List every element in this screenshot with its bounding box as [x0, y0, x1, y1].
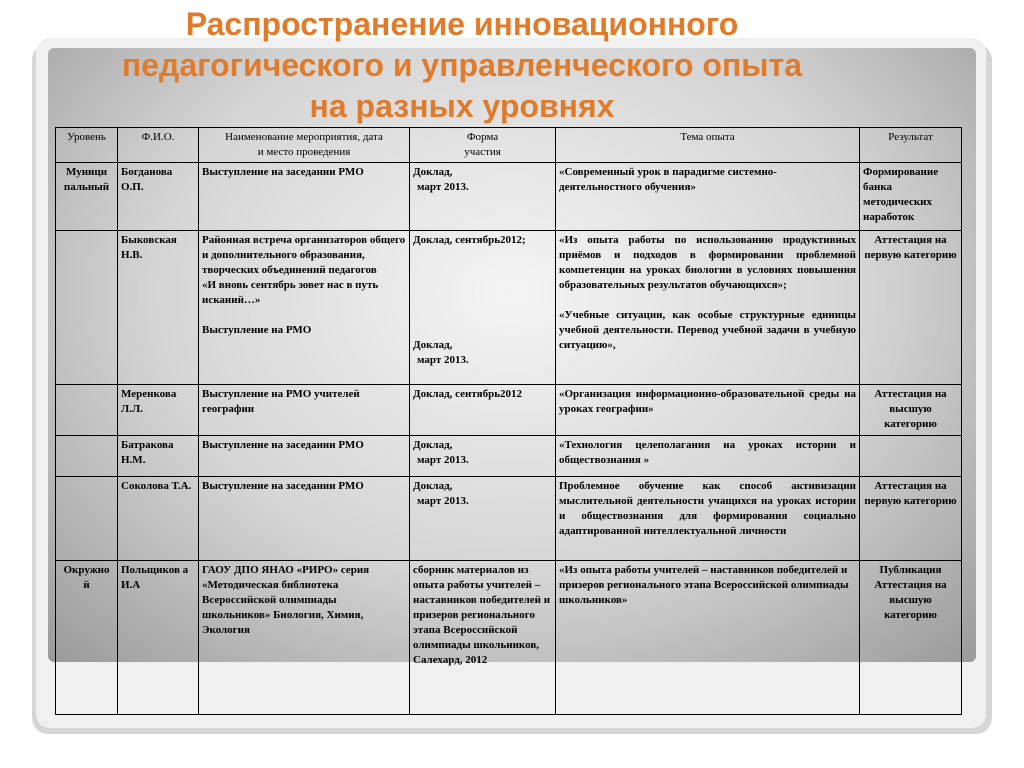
event-line-2: творческих объединений педагогов	[202, 264, 377, 276]
header-form-line-1: Форма	[466, 131, 499, 143]
table-header-row	[56, 128, 962, 163]
header-topic: Тема опыта	[556, 128, 860, 163]
form-line-2: март 2013.	[417, 454, 469, 466]
cell-topic: «Организация информационно-образовательной среды на уроках географии»	[556, 385, 860, 436]
cell-form	[410, 231, 556, 385]
slide-title	[0, 4, 924, 127]
cell-result: Формирование банка методических наработок	[860, 163, 962, 231]
cell-result: Аттестация на первую категорию	[860, 231, 962, 385]
event-line-4: Выступление на РМО	[202, 324, 312, 336]
header-level: Уровень	[56, 128, 118, 163]
form-line-2: март 2013.	[417, 495, 469, 507]
cell-fio: Польщиков а И.А	[118, 561, 199, 715]
result-line-2: Аттестация на высшую категорию	[874, 579, 947, 621]
title-line-3: на разных уровнях	[309, 88, 615, 124]
cell-form: сборник материалов из опыта работы учителей – наставников победителей и призеров регионального этапа Всероссийской олимпиады школьников, Салехард, 2012	[410, 561, 556, 715]
result-line-1: Публикация	[879, 564, 942, 576]
table-row	[56, 385, 962, 436]
cell-form	[410, 477, 556, 561]
cell-topic: «Современный урок в парадигме системно-деятельностного обучения»	[556, 163, 860, 231]
event-line-1: Районная встреча организаторов общего и дополнительного образования,	[202, 234, 406, 261]
cell-level	[56, 231, 118, 385]
cell-event	[199, 231, 410, 385]
header-fio: Ф.И.О.	[118, 128, 199, 163]
cell-result	[860, 436, 962, 477]
cell-event: ГАОУ ДПО ЯНАО «РИРО» серия «Методическая библиотека Всероссийской олимпиады школьников» Биология, Химия, Экология	[199, 561, 410, 715]
cell-fio: Быковская Н.В.	[118, 231, 199, 385]
form-line-2: Доклад,	[413, 339, 453, 351]
cell-form: Доклад, сентябрь2012	[410, 385, 556, 436]
form-line-2: март 2013.	[417, 181, 469, 193]
table-row	[56, 436, 962, 477]
cell-topic	[556, 231, 860, 385]
form-line-1: Доклад,	[413, 480, 453, 492]
cell-level	[56, 436, 118, 477]
event-line-3: «И вновь сентябрь зовет нас в путь исканий…»	[202, 279, 379, 306]
cell-topic: «Технология целеполагания на уроках истории и обществознания »	[556, 436, 860, 477]
cell-result: Аттестация на первую категорию	[860, 477, 962, 561]
cell-level: Окружно й	[56, 561, 118, 715]
cell-result: Аттестация на высшую категорию	[860, 385, 962, 436]
title-line-2: педагогического и управленческого опыта	[121, 47, 803, 83]
spacer	[202, 308, 406, 323]
topic-item-2: «Учебные ситуации, как особые структурные единицы учебной деятельности. Перевод учебной задачи в учебную ситуацию»,	[559, 309, 856, 351]
cell-form	[410, 436, 556, 477]
experience-table-wrapper	[55, 127, 961, 715]
cell-fio: Меренкова Л.Л.	[118, 385, 199, 436]
header-event-line-1: Наименование мероприятия, дата	[225, 131, 383, 143]
cell-level: Муници пальный	[56, 163, 118, 231]
spacer	[413, 248, 552, 338]
table-row	[56, 231, 962, 385]
cell-fio: Батракова Н.М.	[118, 436, 199, 477]
header-event-line-2: и место проведения	[257, 146, 351, 158]
header-form-line-2: участия	[464, 146, 501, 158]
header-event	[199, 128, 410, 163]
form-line-1: Доклад,	[413, 439, 453, 451]
cell-event: Выступление на заседании РМО	[199, 477, 410, 561]
header-result: Результат	[860, 128, 962, 163]
cell-level	[56, 477, 118, 561]
cell-fio: Богданова О.П.	[118, 163, 199, 231]
header-form	[410, 128, 556, 163]
cell-event: Выступление на заседании РМО	[199, 163, 410, 231]
experience-table	[55, 127, 962, 715]
form-line-3: март 2013.	[417, 354, 469, 366]
title-line-1: Распространение инновационного	[185, 6, 739, 42]
cell-event: Выступление на РМО учителей географии	[199, 385, 410, 436]
form-line-1: Доклад, сентябрь2012;	[413, 234, 526, 246]
cell-topic: Проблемное обучение как способ активизации мыслительной деятельности учащихся на уроках истории и обществознания для формирования социально адаптированной интеллектуальной личности	[556, 477, 860, 561]
cell-topic: «Из опыта работы учителей – наставников победителей и призеров регионального этапа Всероссийской олимпиады школьников»	[556, 561, 860, 715]
cell-event: Выступление на заседании РМО	[199, 436, 410, 477]
spacer	[559, 293, 856, 308]
cell-form	[410, 163, 556, 231]
cell-result	[860, 561, 962, 715]
table-row	[56, 561, 962, 715]
table-row	[56, 163, 962, 231]
cell-fio: Соколова Т.А.	[118, 477, 199, 561]
form-line-1: Доклад,	[413, 166, 453, 178]
cell-level	[56, 385, 118, 436]
topic-item-1: «Из опыта работы по использованию продуктивных приёмов и подходов в формировании проблемной компетенции на уроках биологии в условиях повышения образовательных результатов обучающихся»;	[559, 234, 856, 291]
table-row	[56, 477, 962, 561]
